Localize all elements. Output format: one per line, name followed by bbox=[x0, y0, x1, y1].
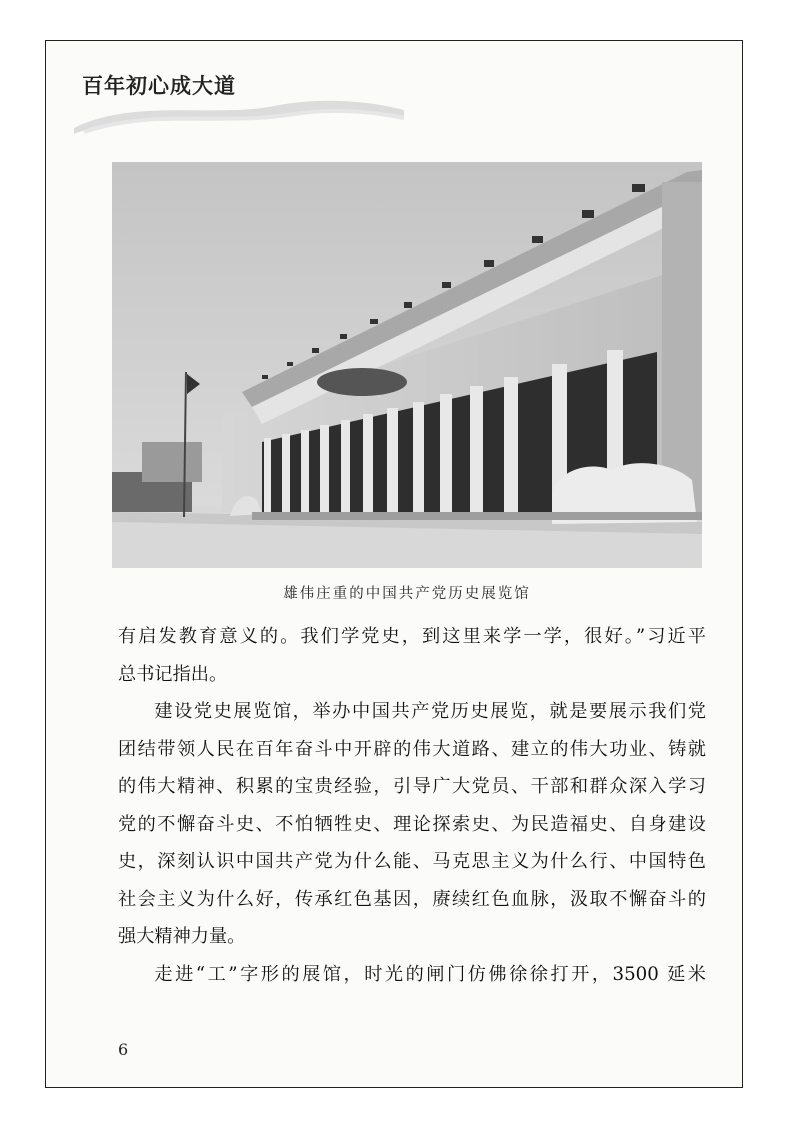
body-line: 强大精神力量。 bbox=[118, 926, 246, 947]
body-line: 走进“工”字形的展馆，时光的闸门仿佛徐徐打开，3500 延米 bbox=[154, 963, 706, 985]
page-number: 6 bbox=[118, 1040, 129, 1059]
body-line: 建设党史展览馆，举办中国共产党历史展览，就是要展示我们党 bbox=[154, 701, 706, 722]
photo-caption: 雄伟庄重的中国共产党历史展览馆 bbox=[283, 586, 531, 602]
body-line: 史，深刻认识中国共产党为什么能、马克思主义为什么行、中国特色 bbox=[118, 851, 706, 872]
running-head: 百年初心成大道 bbox=[82, 73, 236, 98]
body-line: 团结带领人民在百年奋斗中开辟的伟大道路、建立的伟大功业、铸就 bbox=[118, 738, 706, 760]
body-line: 的伟大精神、积累的宝贵经验，引导广大党员、干部和群众深入学习 bbox=[118, 776, 706, 797]
exhibition-hall-photo bbox=[112, 162, 702, 568]
body-line: 有启发教育意义的。我们学党史，到这里来学一学，很好。”习近平 bbox=[118, 626, 706, 647]
body-line: 总书记指出。 bbox=[118, 663, 228, 685]
body-line: 社会主义为什么好，传承红色基因，赓续红色血脉，汲取不懈奋斗的 bbox=[118, 888, 706, 910]
body-text bbox=[118, 618, 706, 993]
body-line: 党的不懈奋斗史、不怕牺牲史、理论探索史、为民造福史、自身建设 bbox=[118, 813, 706, 835]
